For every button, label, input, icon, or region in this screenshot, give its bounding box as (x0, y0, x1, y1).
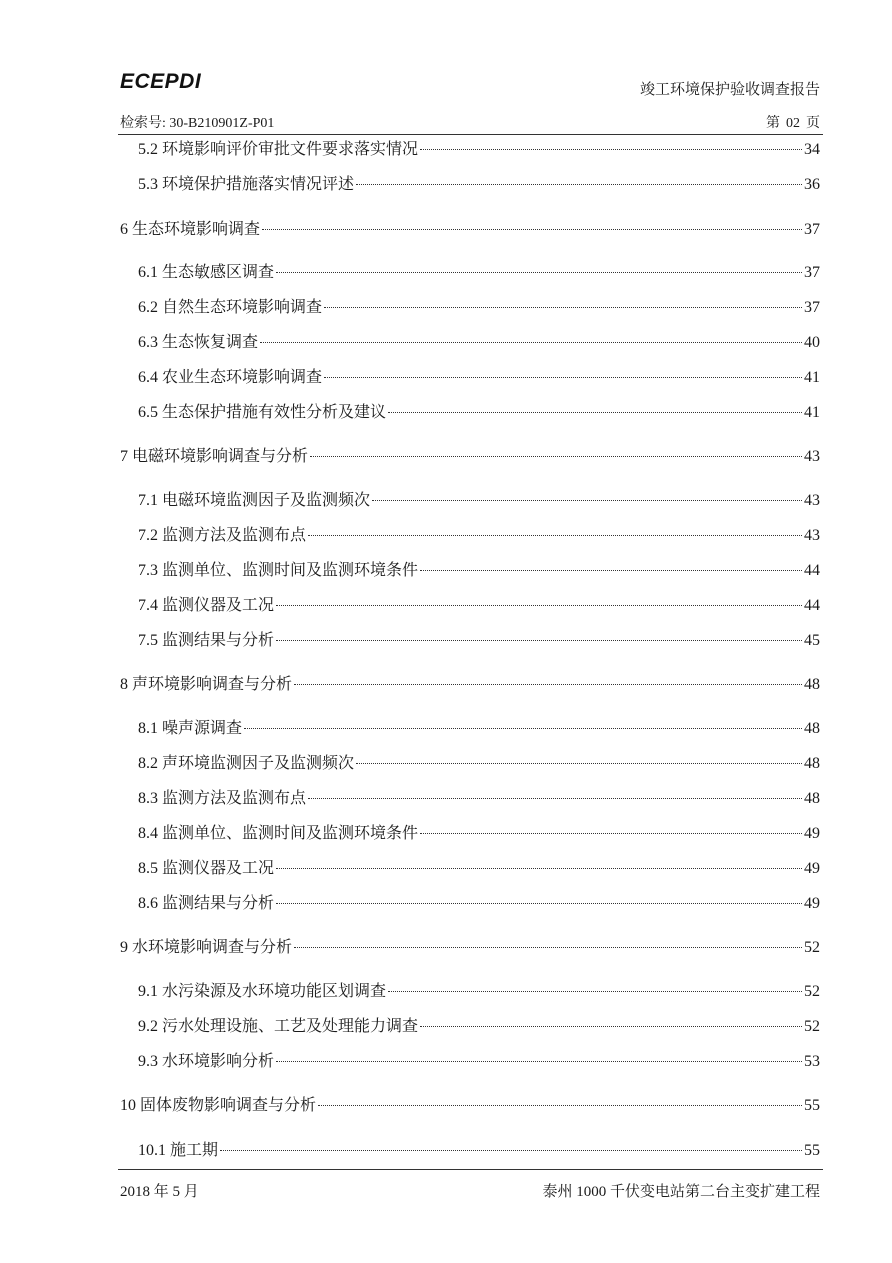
toc-entry[interactable] (0, 329, 892, 353)
toc-leader-dots (324, 377, 802, 378)
toc-entry-label: 7.5 监测结果与分析 (138, 632, 275, 649)
toc-entry[interactable] (0, 627, 892, 651)
toc-entry-page: 41 (804, 404, 820, 421)
toc-leader-dots (308, 798, 802, 799)
toc-leader-dots (276, 903, 802, 904)
toc-entry[interactable] (0, 1092, 892, 1116)
toc-entry-label: 8 声环境影响调查与分析 (120, 676, 293, 693)
toc-entry-page: 40 (804, 334, 820, 351)
toc-entry-page: 52 (804, 1018, 820, 1035)
toc-entry[interactable] (0, 487, 892, 511)
toc-entry-label: 9.1 水污染源及水环境功能区划调查 (138, 983, 387, 1000)
toc-entry-label: 6.2 自然生态环境影响调查 (138, 299, 323, 316)
page-suffix: 页 (806, 116, 820, 131)
toc-entry[interactable] (0, 855, 892, 879)
toc-leader-dots (276, 605, 802, 606)
toc-entry[interactable] (0, 1013, 892, 1037)
toc-entry[interactable] (0, 890, 892, 914)
toc-entry-page: 37 (804, 264, 820, 281)
toc-entry[interactable] (0, 399, 892, 423)
toc-entry[interactable] (0, 820, 892, 844)
toc-leader-dots (420, 833, 802, 834)
toc-entry-label: 7.3 监测单位、监测时间及监测环境条件 (138, 562, 419, 579)
toc-entry[interactable] (0, 136, 892, 160)
toc-entry-page: 45 (804, 632, 820, 649)
page-number-value: 02 (786, 116, 800, 131)
toc-entry-page: 34 (804, 141, 820, 158)
toc-entry-page: 48 (804, 755, 820, 772)
toc-leader-dots (260, 342, 802, 343)
toc-entry-label: 9.3 水环境影响分析 (138, 1053, 275, 1070)
toc-leader-dots (420, 570, 802, 571)
toc-entry[interactable] (0, 294, 892, 318)
toc-entry-page: 44 (804, 562, 820, 579)
footer-project-name: 泰州 1000 千伏变电站第二台主变扩建工程 (542, 1184, 820, 1200)
toc-entry-label: 6.1 生态敏感区调查 (138, 264, 275, 281)
toc-entry-page: 49 (804, 895, 820, 912)
page-prefix: 第 (766, 116, 780, 131)
toc-entry[interactable] (0, 785, 892, 809)
toc-entry-label: 8.2 声环境监测因子及监测频次 (138, 755, 355, 772)
toc-entry[interactable] (0, 715, 892, 739)
toc-leader-dots (276, 640, 802, 641)
toc-leader-dots (420, 149, 802, 150)
toc-leader-dots (294, 684, 802, 685)
toc-leader-dots (420, 1026, 802, 1027)
toc-entry[interactable] (0, 592, 892, 616)
toc-entry-label: 6 生态环境影响调查 (120, 221, 261, 238)
toc-entry[interactable] (0, 443, 892, 467)
toc-leader-dots (262, 229, 802, 230)
toc-entry[interactable] (0, 750, 892, 774)
toc-entry[interactable] (0, 364, 892, 388)
toc-entry-label: 8.4 监测单位、监测时间及监测环境条件 (138, 825, 419, 842)
toc-entry-label: 6.3 生态恢复调查 (138, 334, 259, 351)
footer-date: 2018 年 5 月 (120, 1184, 199, 1200)
toc-entry-label: 8.6 监测结果与分析 (138, 895, 275, 912)
toc-leader-dots (244, 728, 802, 729)
toc-entry-label: 7.1 电磁环境监测因子及监测频次 (138, 492, 371, 509)
toc-entry-label: 9.2 污水处理设施、工艺及处理能力调查 (138, 1018, 419, 1035)
toc-entry-page: 43 (804, 527, 820, 544)
toc-leader-dots (220, 1150, 802, 1151)
toc-entry-page: 43 (804, 492, 820, 509)
toc-leader-dots (308, 535, 802, 536)
toc-entry[interactable] (0, 978, 892, 1002)
page-number (766, 112, 820, 132)
toc-entry-page: 55 (804, 1097, 820, 1114)
toc-entry[interactable] (0, 522, 892, 546)
toc-leader-dots (318, 1105, 802, 1106)
toc-leader-dots (276, 1061, 802, 1062)
toc-entry-page: 55 (804, 1142, 820, 1159)
toc-entry[interactable] (0, 934, 892, 958)
toc-entry[interactable] (0, 1137, 892, 1161)
toc-entry-page: 48 (804, 790, 820, 807)
toc-entry[interactable] (0, 1048, 892, 1072)
toc-leader-dots (356, 184, 802, 185)
toc-entry-page: 41 (804, 369, 820, 386)
company-logo: ECEPDI (120, 70, 202, 93)
toc-entry-page: 49 (804, 860, 820, 877)
toc-entry[interactable] (0, 557, 892, 581)
toc-entry-label: 7.4 监测仪器及工况 (138, 597, 275, 614)
footer-rule (118, 1169, 823, 1170)
toc-entry-label: 5.2 环境影响评价审批文件要求落实情况 (138, 141, 419, 158)
toc-entry-label: 7 电磁环境影响调查与分析 (120, 448, 309, 465)
toc-entry-page: 52 (804, 939, 820, 956)
toc-entry-page: 37 (804, 299, 820, 316)
report-title: 竣工环境保护验收调查报告 (639, 82, 820, 98)
index-number: 检索号: 30-B210901Z-P01 (120, 116, 275, 131)
toc-entry[interactable] (0, 259, 892, 283)
toc-entry-label: 6.5 生态保护措施有效性分析及建议 (138, 404, 387, 421)
toc-leader-dots (310, 456, 802, 457)
toc-leader-dots (388, 412, 802, 413)
toc-entry-page: 52 (804, 983, 820, 1000)
toc-entry-label: 8.1 噪声源调查 (138, 720, 243, 737)
toc-entry-page: 36 (804, 176, 820, 193)
toc-entry-page: 43 (804, 448, 820, 465)
header-rule (118, 134, 823, 135)
toc-entry-page: 48 (804, 676, 820, 693)
toc-leader-dots (372, 500, 802, 501)
toc-entry-page: 49 (804, 825, 820, 842)
toc-leader-dots (388, 991, 802, 992)
toc-entry[interactable] (0, 216, 892, 240)
toc-leader-dots (276, 272, 802, 273)
toc-entry[interactable] (0, 171, 892, 195)
toc-entry-label: 8.3 监测方法及监测布点 (138, 790, 307, 807)
toc-entry-label: 10.1 施工期 (138, 1142, 219, 1159)
toc-leader-dots (324, 307, 802, 308)
toc-leader-dots (276, 868, 802, 869)
toc-entry-label: 10 固体废物影响调查与分析 (120, 1097, 317, 1114)
toc-leader-dots (294, 947, 802, 948)
toc-entry-label: 8.5 监测仪器及工况 (138, 860, 275, 877)
toc-entry-page: 44 (804, 597, 820, 614)
toc-entry-label: 7.2 监测方法及监测布点 (138, 527, 307, 544)
toc-entry-page: 37 (804, 221, 820, 238)
toc-entry[interactable] (0, 671, 892, 695)
toc-entry-label: 9 水环境影响调查与分析 (120, 939, 293, 956)
toc-entry-page: 53 (804, 1053, 820, 1070)
toc-entry-page: 48 (804, 720, 820, 737)
toc-entry-label: 5.3 环境保护措施落实情况评述 (138, 176, 355, 193)
toc-entry-label: 6.4 农业生态环境影响调查 (138, 369, 323, 386)
toc-leader-dots (356, 763, 802, 764)
